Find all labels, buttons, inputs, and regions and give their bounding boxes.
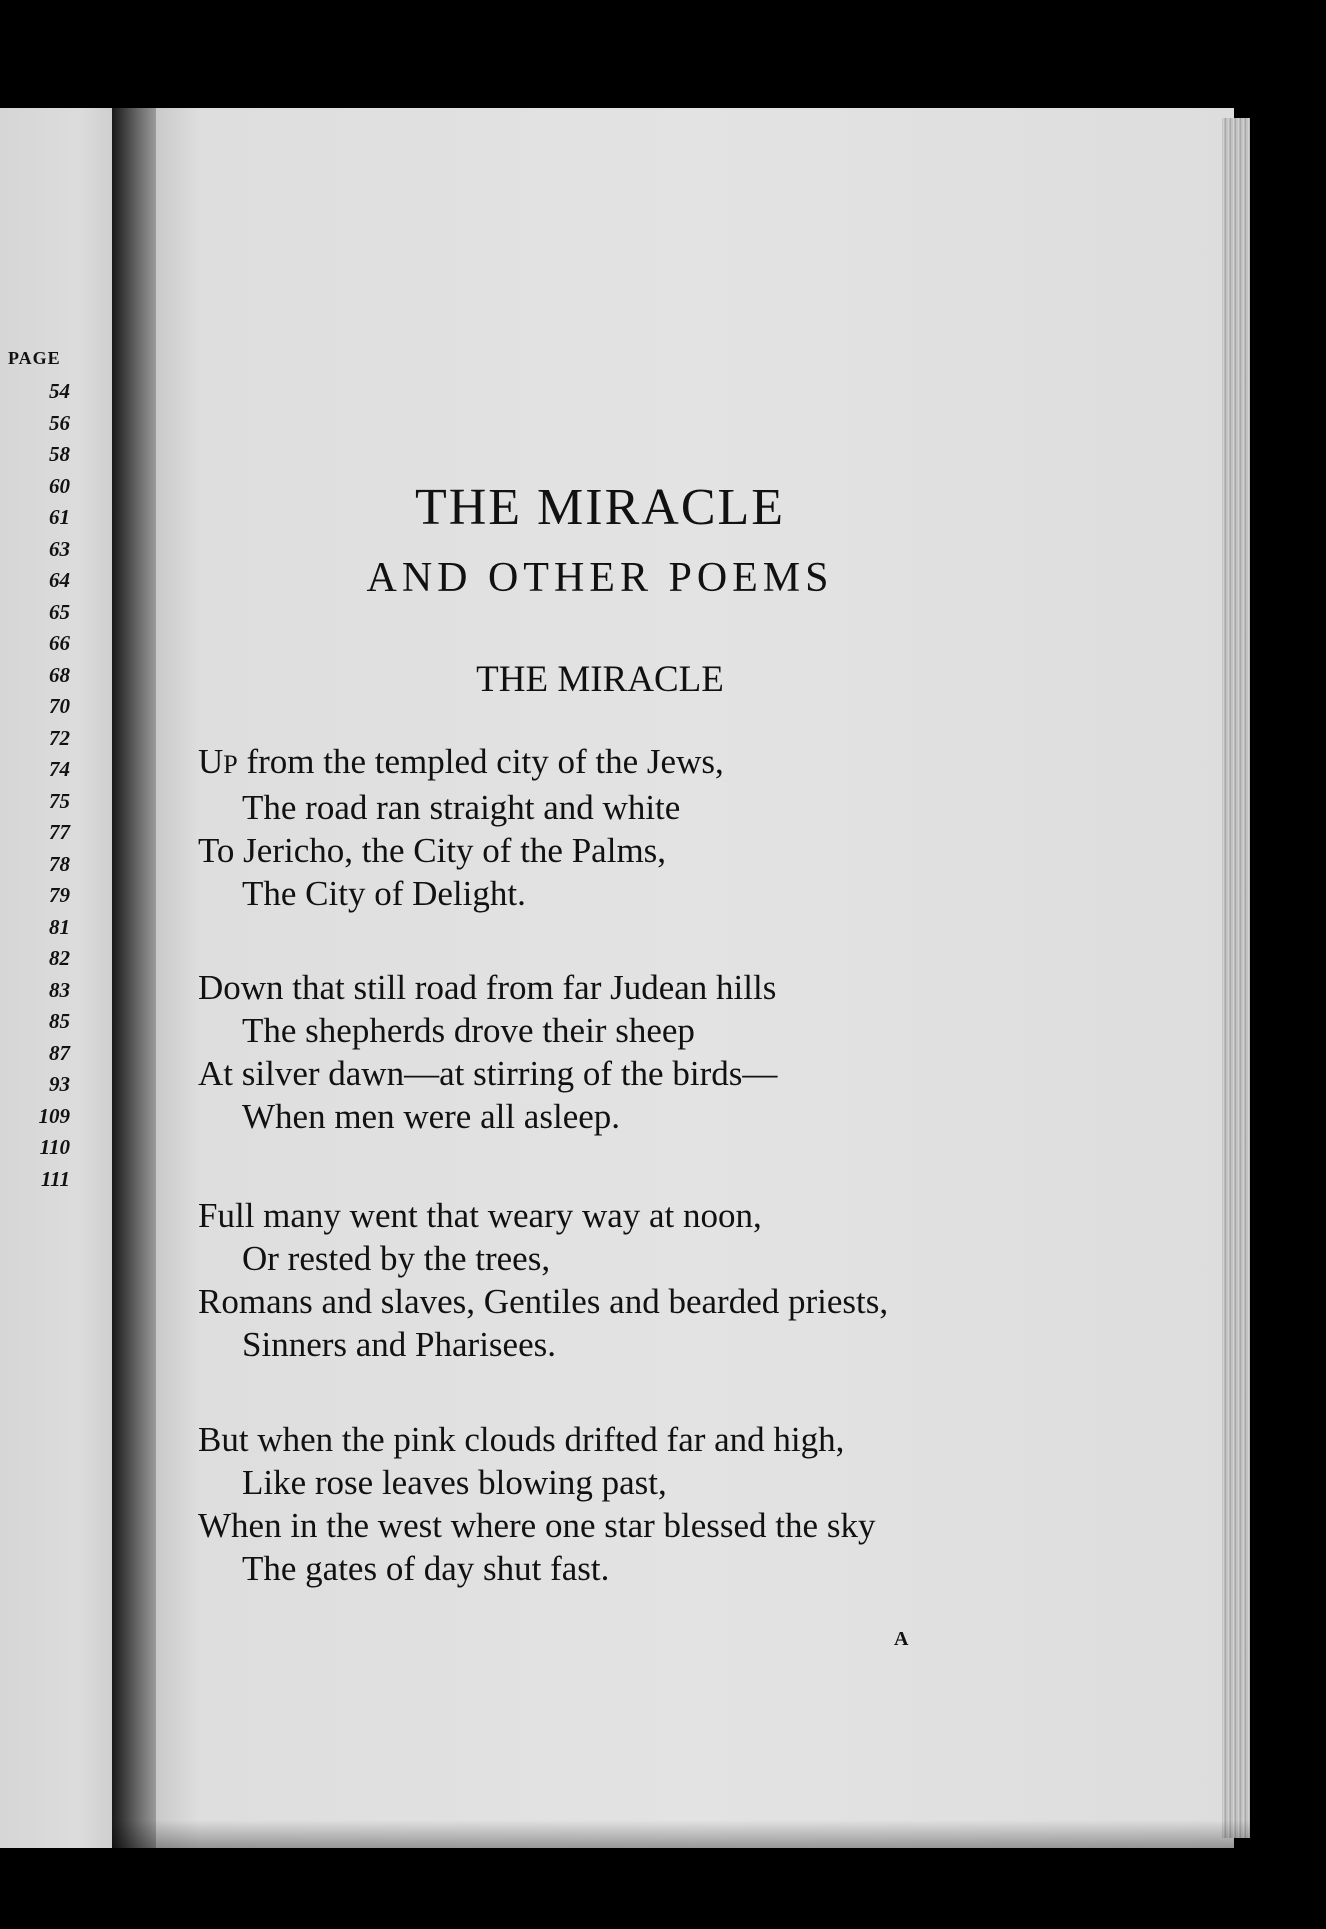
poem-line: Sinners and Pharisees. bbox=[242, 1325, 556, 1364]
toc-page-numbers bbox=[0, 376, 70, 1195]
toc-page-number: 56 bbox=[49, 410, 70, 435]
toc-page-number: 78 bbox=[49, 851, 70, 876]
toc-page-number: 70 bbox=[49, 694, 70, 718]
toc-page-number: 66 bbox=[49, 631, 70, 655]
poem-line: The City of Delight. bbox=[242, 874, 526, 913]
poem-stanza-1 bbox=[198, 740, 1048, 915]
toc-page-number: 77 bbox=[49, 820, 70, 844]
toc-page-number: 74 bbox=[49, 757, 70, 781]
poem-stanza-2 bbox=[198, 966, 1048, 1138]
poem-line: Romans and slaves, Gentiles and bearded priests, bbox=[198, 1282, 889, 1321]
toc-page-number: 60 bbox=[49, 473, 70, 498]
toc-page-number: 82 bbox=[49, 946, 70, 970]
toc-page-number: 68 bbox=[49, 662, 70, 687]
book-title: THE MIRACLE bbox=[414, 479, 786, 536]
toc-page-number: 87 bbox=[49, 1040, 70, 1065]
toc-page-number: 85 bbox=[49, 1009, 70, 1033]
poem-stanza-4 bbox=[198, 1418, 1048, 1590]
toc-page-number: 75 bbox=[49, 788, 70, 813]
toc-page-number: 81 bbox=[49, 914, 70, 939]
toc-page-number: 79 bbox=[49, 883, 70, 907]
drop-initial: U bbox=[198, 742, 224, 781]
poem-line: When men were all asleep. bbox=[242, 1097, 621, 1136]
toc-page-number: 54 bbox=[49, 379, 70, 403]
poem-line bbox=[198, 740, 1048, 786]
toc-page-number: 83 bbox=[49, 977, 70, 1002]
toc-page-number: 58 bbox=[49, 442, 70, 466]
book-subtitle: AND OTHER POEMS bbox=[366, 555, 834, 601]
poem-line: But when the pink clouds drifted far and high, bbox=[198, 1420, 845, 1459]
small-caps-letter: P bbox=[223, 750, 238, 779]
book-gutter bbox=[112, 108, 156, 1848]
toc-page-number: 65 bbox=[49, 599, 70, 624]
toc-page-number: 64 bbox=[49, 568, 70, 592]
poem-title: THE MIRACLE bbox=[476, 659, 724, 700]
toc-page-number: 111 bbox=[40, 1166, 70, 1191]
poem-line: The gates of day shut fast. bbox=[242, 1549, 610, 1588]
facing-page-left bbox=[0, 108, 112, 1848]
toc-page-number: 63 bbox=[49, 536, 70, 561]
toc-page-number: 61 bbox=[49, 505, 70, 529]
toc-page-number: 93 bbox=[49, 1072, 70, 1096]
poem-line-text: from the templed city of the Jews, bbox=[237, 742, 724, 781]
poem-line: The shepherds drove their sheep bbox=[242, 1011, 695, 1050]
toc-page-number: 110 bbox=[39, 1135, 70, 1159]
page-bottom-shadow bbox=[112, 1820, 1252, 1850]
toc-page-number: 72 bbox=[49, 725, 70, 750]
toc-page-number: 109 bbox=[38, 1103, 70, 1128]
poem-line: Down that still road from far Judean hills bbox=[198, 968, 777, 1007]
poem-line: Or rested by the trees, bbox=[242, 1239, 551, 1278]
page-edges bbox=[1222, 118, 1250, 1838]
signature-mark: A bbox=[894, 1628, 909, 1650]
poem-line: The road ran straight and white bbox=[242, 788, 681, 827]
poem-line: To Jericho, the City of the Palms, bbox=[198, 831, 667, 870]
poem-line: At silver dawn—at stirring of the birds— bbox=[198, 1054, 778, 1093]
toc-page-heading: PAGE bbox=[8, 348, 61, 368]
poem-stanza-3 bbox=[198, 1194, 1048, 1366]
poem-line: When in the west where one star blessed the sky bbox=[198, 1506, 876, 1545]
poem-line: Like rose leaves blowing past, bbox=[242, 1463, 667, 1502]
poem-line: Full many went that weary way at noon, bbox=[198, 1196, 762, 1235]
